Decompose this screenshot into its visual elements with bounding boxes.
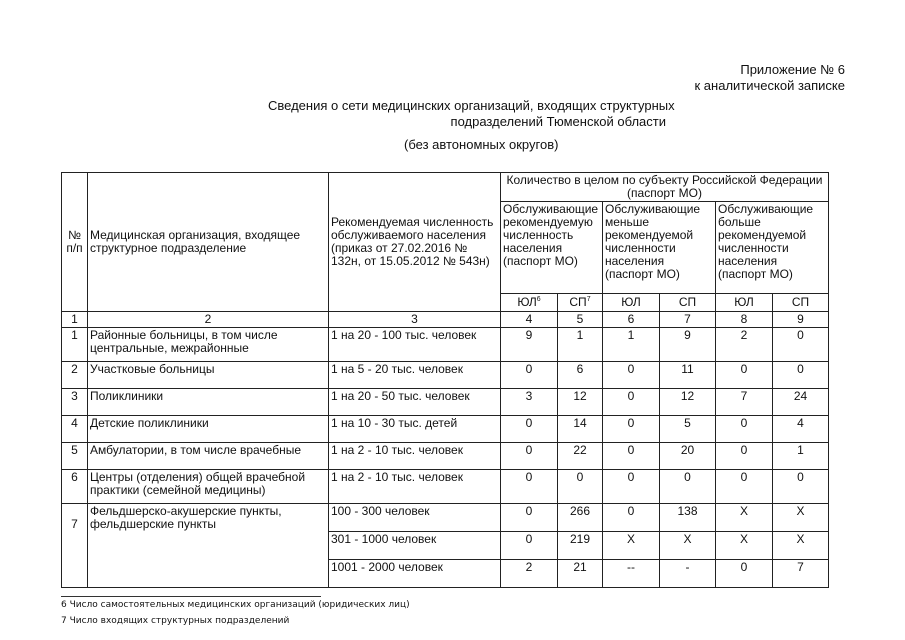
norm: 301 - 1000 человек [329, 532, 501, 560]
org-name: Центры (отделения) общей врачебной практики (семейной медицины) [88, 470, 329, 504]
row-number: 4 [62, 416, 88, 443]
norm: 1 на 5 - 20 тыс. человек [329, 362, 501, 389]
value-cell: 0 [501, 504, 558, 532]
value-cell: X [603, 532, 660, 560]
value-cell: 0 [773, 362, 829, 389]
norm: 1 на 20 - 50 тыс. человек [329, 389, 501, 416]
value-cell: 1 [603, 328, 660, 362]
value-cell: 1 [558, 328, 603, 362]
value-cell: 21 [558, 560, 603, 588]
value-cell: X [716, 532, 773, 560]
value-cell: 7 [716, 389, 773, 416]
row-number: 1 [62, 328, 88, 362]
org-name: Районные больницы, в том числе центральные, межрайонные [88, 328, 329, 362]
value-cell: 6 [558, 362, 603, 389]
norm: 100 - 300 человек [329, 504, 501, 532]
col-number: 8 [716, 312, 773, 328]
value-cell: 0 [603, 416, 660, 443]
document-subtitle: (без автономных округов) [404, 137, 559, 152]
value-cell: 0 [773, 328, 829, 362]
header-group-more: Обслуживающие больше рекомендуемой численности населения (паспорт МО) [716, 202, 829, 294]
value-cell: 12 [660, 389, 716, 416]
value-cell: 0 [773, 470, 829, 504]
yul-label: ЮЛ [517, 295, 537, 309]
value-cell: 7 [773, 560, 829, 588]
medical-network-table [61, 172, 829, 588]
col-number: 2 [88, 312, 329, 328]
org-name: Детские поликлиники [88, 416, 329, 443]
table-row [62, 416, 829, 443]
value-cell: 14 [558, 416, 603, 443]
value-cell: 0 [603, 504, 660, 532]
value-cell: X [660, 532, 716, 560]
header-yul-6: ЮЛ [603, 294, 660, 312]
value-cell: 0 [501, 416, 558, 443]
value-cell: 9 [501, 328, 558, 362]
appendix-label [695, 62, 846, 94]
value-cell: 219 [558, 532, 603, 560]
value-cell: X [773, 504, 829, 532]
value-cell: 5 [660, 416, 716, 443]
value-cell: 0 [716, 470, 773, 504]
header-num: № п/п [62, 173, 88, 312]
header-total: Количество в целом по субъекту Российской Федерации (паспорт МО) [501, 173, 829, 202]
value-cell: 0 [716, 362, 773, 389]
value-cell: 0 [716, 443, 773, 470]
org-name: Амбулатории, в том числе врачебные [88, 443, 329, 470]
table-row [62, 443, 829, 470]
value-cell: X [773, 532, 829, 560]
table-row [62, 504, 829, 532]
value-cell: 11 [660, 362, 716, 389]
appendix-line-1: Приложение № 6 [740, 62, 845, 77]
col-number: 1 [62, 312, 88, 328]
value-cell: 0 [501, 443, 558, 470]
value-cell: 22 [558, 443, 603, 470]
org-name: Участковые больницы [88, 362, 329, 389]
org-name: Поликлиники [88, 389, 329, 416]
header-yul-4 [501, 294, 558, 312]
row-number: 2 [62, 362, 88, 389]
norm: 1 на 2 - 10 тыс. человек [329, 443, 501, 470]
col-number: 3 [329, 312, 501, 328]
value-cell: 138 [660, 504, 716, 532]
table-row [62, 389, 829, 416]
value-cell: 0 [603, 443, 660, 470]
appendix-line-2: к аналитической записке [694, 78, 845, 93]
header-sp-5 [558, 294, 603, 312]
value-cell: 0 [501, 362, 558, 389]
value-cell: 4 [773, 416, 829, 443]
value-cell: 2 [501, 560, 558, 588]
value-cell: 0 [603, 389, 660, 416]
norm: 1 на 2 - 10 тыс. человек [329, 470, 501, 504]
title-line-1: Сведения о сети медицинских организаций, входящих структурных [268, 98, 675, 113]
value-cell: 20 [660, 443, 716, 470]
header-sp-9: СП [773, 294, 829, 312]
header-yul-8: ЮЛ [716, 294, 773, 312]
footnote-7: 7 Число входящих структурных подразделений [61, 616, 290, 626]
row-number: 6 [62, 470, 88, 504]
col-number: 4 [501, 312, 558, 328]
value-cell: 0 [603, 470, 660, 504]
row-number: 7 [62, 504, 88, 588]
title-line-2: подразделений Тюменской области [450, 114, 666, 129]
footnote-ref-7: 7 [586, 296, 591, 303]
value-cell: 3 [501, 389, 558, 416]
norm: 1 на 20 - 100 тыс. человек [329, 328, 501, 362]
document-title [268, 98, 708, 130]
col-number: 9 [773, 312, 829, 328]
col-number: 7 [660, 312, 716, 328]
table-row [62, 470, 829, 504]
value-cell: 0 [603, 362, 660, 389]
footnote-6: 6 Число самостоятельных медицинских организаций (юридических лиц) [61, 600, 410, 610]
value-cell: 266 [558, 504, 603, 532]
value-cell: 2 [716, 328, 773, 362]
header-group-recommended: Обслуживающие рекомендуемую численность населения (паспорт МО) [501, 202, 603, 294]
footnote-ref-6: 6 [536, 296, 541, 303]
header-org: Медицинская организация, входящее структурное подразделение [88, 173, 329, 312]
value-cell: 0 [558, 470, 603, 504]
value-cell: 24 [773, 389, 829, 416]
norm: 1001 - 2000 человек [329, 560, 501, 588]
row-number: 3 [62, 389, 88, 416]
sp-label: СП [569, 295, 587, 309]
value-cell: X [716, 504, 773, 532]
norm: 1 на 10 - 30 тыс. детей [329, 416, 501, 443]
value-cell: 0 [501, 470, 558, 504]
header-group-less: Обслуживающие меньше рекомендуемой численности населения (паспорт МО) [603, 202, 716, 294]
footnote-divider [61, 596, 321, 597]
header-sp-7: СП [660, 294, 716, 312]
value-cell: - [660, 560, 716, 588]
col-number: 6 [603, 312, 660, 328]
table-row [62, 328, 829, 362]
value-cell: -- [603, 560, 660, 588]
value-cell: 0 [501, 532, 558, 560]
value-cell: 9 [660, 328, 716, 362]
value-cell: 12 [558, 389, 603, 416]
row-number: 5 [62, 443, 88, 470]
value-cell: 1 [773, 443, 829, 470]
value-cell: 0 [716, 560, 773, 588]
org-name: Фельдшерско-акушерские пункты, фельдшерские пункты [88, 504, 329, 588]
table-row [62, 362, 829, 389]
value-cell: 0 [716, 416, 773, 443]
col-number: 5 [558, 312, 603, 328]
value-cell: 0 [660, 470, 716, 504]
header-recommended: Рекомендуемая численность обслуживаемого населения (приказ от 27.02.2016 № 132н, от 15.05.2012 № 543н) [329, 173, 501, 312]
